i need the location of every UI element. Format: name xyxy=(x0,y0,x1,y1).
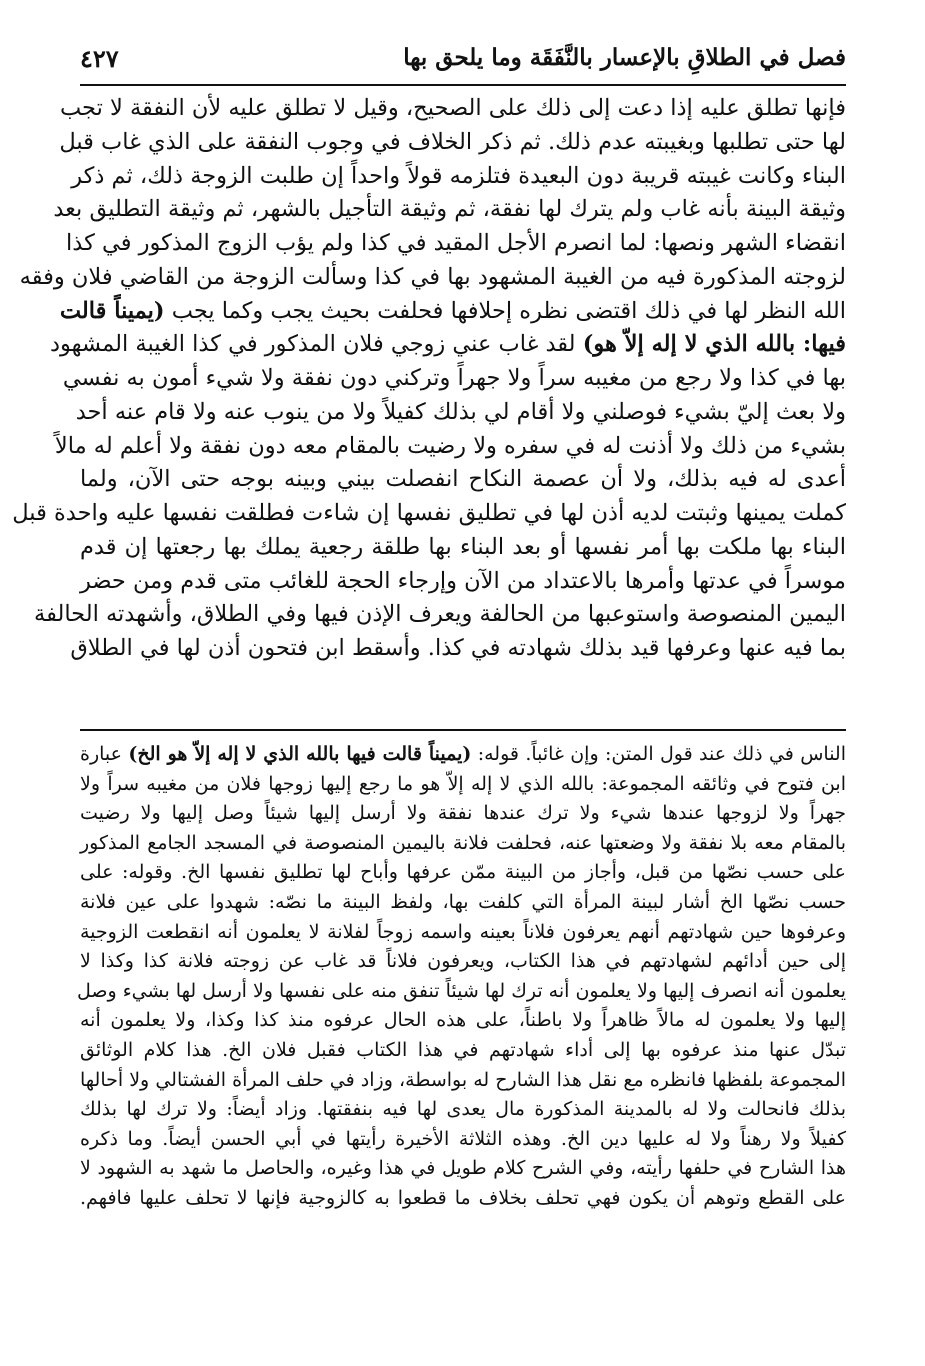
footnote-line: كفيلاً ولا رهناً ولا له عليها دين الخ. وهذه الثلاثة الأخيرة رأيتها في أبي الحسن أيضاً. وما ذكره xyxy=(80,1127,846,1150)
footnote-line-text: الناس في ذلك عند قول المتن: وإن غائباً. قوله: xyxy=(477,743,847,765)
footnote-line: إليها ولا يعلمون له مالاً ظاهراً ولا باطناً، على هذه الحال عرفوه منذ كذا وكذا، ولا يعلمون أنه xyxy=(80,1009,846,1032)
main-line: وثيقة البينة بأنه غاب ولم يترك لها نفقة، ثم وثيقة التأجيل بالشهر، ثم وثيقة التطليق بعد xyxy=(53,196,846,223)
main-line: البناء بها ملكت بها أمر نفسها أو بعد البناء بها طلقة رجعية يملك بها رجعتها إن قدم xyxy=(80,533,846,560)
main-line-text: الله النظر لها في ذلك اقتضى نظره إحلافها فحلفت بحيث يجب وكما يجب xyxy=(171,297,846,324)
main-line xyxy=(50,328,846,362)
main-line: كملت يمينها وثبتت لديه أذن لها في تطليق نفسها إن شاءت فطلقت نفسها عليه واحدة قبل xyxy=(12,500,846,526)
footnote-line xyxy=(80,740,846,770)
footnote-text xyxy=(77,740,847,1243)
footnote-line: ابن فتوح في وثائقه المجموعة: بالله الذي لا إله إلاّ هو ما رجع إليها زوجها فلان من مغيبه سراً ولا xyxy=(80,772,846,795)
main-line: بما فيه عنها وعرفها قيد بذلك شهادته في كذا. وأسقط ابن فتحون أذن لها في الطلاق xyxy=(70,635,846,661)
main-line: البناء وكانت غيبته قريبة دون البعيدة فتلزمه قولاً واحداً إن طلبت الزوجة ذلك، ثم ذكر xyxy=(71,162,846,189)
main-line: فإنها تطلق عليه إذا دعت إلى ذلك على الصحيح، وقيل لا تطلق عليه لأن النفقة لا تجب xyxy=(59,95,846,121)
footnote-line: يعلمون أنه انصرف إليها ولا يعلمون أنه ترك لها شيئاً تنفق منه على نفسها ولا أرسل لها بشيء وصل xyxy=(77,979,846,1002)
footnote-rule xyxy=(80,729,846,731)
main-line: اليمين المنصوصة واستوعبها من الحالفة ويعرف الإذن فيها وفي الطلاق، وأشهدته الحالفة xyxy=(34,601,846,628)
footnote-line: جهراً ولا لزوجها عندها شيء ولا ترك عندها نفقة ولا أرسل إليها شيئاً وصل إليها ولا رضيت xyxy=(80,802,846,825)
footnote-line: بذلك فانحالت ولا له بالمدينة المذكورة مال يعدى لها فيه بنفقتها. وزاد أيضاً: ولا ترك لها بذلك xyxy=(80,1098,846,1121)
main-line: أعدى له فيه بذلك، ولا أن عصمة النكاح انفصلت بيني وبينه بوجه حتى الآن، ولما xyxy=(80,466,846,493)
main-line: موسراً في عدتها وأمرها بالاعتداد من الآن وإرجاء الحجة للغائب متى قدم ومن حضر xyxy=(80,567,846,594)
main-line: ولا بعث إليّ بشيء فوصلني ولا أقام لي بذلك كفيلاً ولا من ينوب عنه ولا قام عنه أحد xyxy=(75,398,846,425)
footnote-line: حسب نصّها الخ أشار لبينة المرأة التي كلفت بها، ولفظ البينة ما نصّه: شهدوا على عين فلانة xyxy=(80,890,846,913)
footnote-line: بالمقام معه بلا نفقة ولا وضعتها عنه، فحلفت فلانة باليمين المنصوصة في المسجد الجامع المذكور xyxy=(80,831,846,854)
footnote-line: وعرفوها حين شهادتهم أنهم يعرفون فلاناً بعينه واسمه زوجاً لفلانة لا يعلمون أنه انقطعت الزوجية xyxy=(80,920,846,943)
main-line-text: لقد غاب عني زوجي فلان المذكور في كذا الغيبة المشهود xyxy=(50,331,576,358)
running-title: فصل في الطلاقِ بالإعسار بالنَّفَقَة وما يلحق بها xyxy=(403,44,846,71)
footnote-line: على القطع وتوهم أن يكون فهي تحلف بخلاف ما قطعوا به كالزوجية فإنها لا تحلف عليها فافهم. xyxy=(80,1186,846,1209)
footnote-line xyxy=(80,1214,846,1244)
footnote-line: المجموعة بلفظها فانظره مع نقل هذا الشارح له بواسطة، وزاد في حلف المرأة الفشتالي ولا أحالها xyxy=(80,1068,846,1091)
main-text xyxy=(12,92,846,666)
main-line: بها في كذا ولا رجع من مغيبه سراً ولا جهراً وتركني دون نفقة ولا شيء أمون به نفسي xyxy=(62,365,846,391)
header-rule xyxy=(80,84,846,86)
main-line: بشيء من ذلك ولا أذنت له في سفره ولا رضيت بالمقام معه دون نفقة ولا أعلم له مالاً xyxy=(54,432,846,459)
main-line: لها حتى تطلبها وبغيبته عدم ذلك. ثم ذكر الخلاف في وجوب النفقة على الذي غاب قبل xyxy=(59,128,846,155)
footnote-quote-bold: (يميناً قالت فيها بالله الذي لا إله إلاّ هو الخ) xyxy=(128,743,472,765)
footnote-line-text: عبارة xyxy=(80,743,122,765)
footnote-line: إلى حين أدائهم لشهادتهم في هذا الكتاب، ويعرفون فلاناً قد غاب عن زوجته فلانة كذا وكذا لا xyxy=(80,950,846,973)
footnote-line: هذا الشارح في حلفها رأيته، وفي الشرح كلام طويل في هذا وغيره، والحاصل ما شهد به الشهود لا xyxy=(80,1157,846,1180)
footnote-line: تبدّل عنها منذ عرفوه بها إلى أداء شهادتهم في هذا الكتاب فقبل فلان الخ. هذا كلام الوثائق xyxy=(80,1038,846,1061)
main-line: لزوجته المذكورة فيه من الغيبة المشهود بها في كذا وسألت الزوجة من القاضي فلان وفقه xyxy=(19,263,846,290)
footnote-line: على حسب نصّها من قبل، وأجاز من البينة ممّن عرفها وأباح لها تطليق نفسها الخ. وقوله: على xyxy=(80,861,846,884)
page-number: ٤٢٧ xyxy=(80,44,119,73)
main-line: انقضاء الشهر ونصها: لما انصرم الأجل المقيد في كذا ولم يؤب الزوج المذكور في كذا xyxy=(66,230,846,256)
oath-words-bold: فيها: بالله الذي لا إله إلاّ هو) xyxy=(582,331,846,358)
page-header xyxy=(80,40,846,80)
main-line xyxy=(59,295,846,329)
oath-intro-bold: (يميناً قالت xyxy=(59,297,165,324)
